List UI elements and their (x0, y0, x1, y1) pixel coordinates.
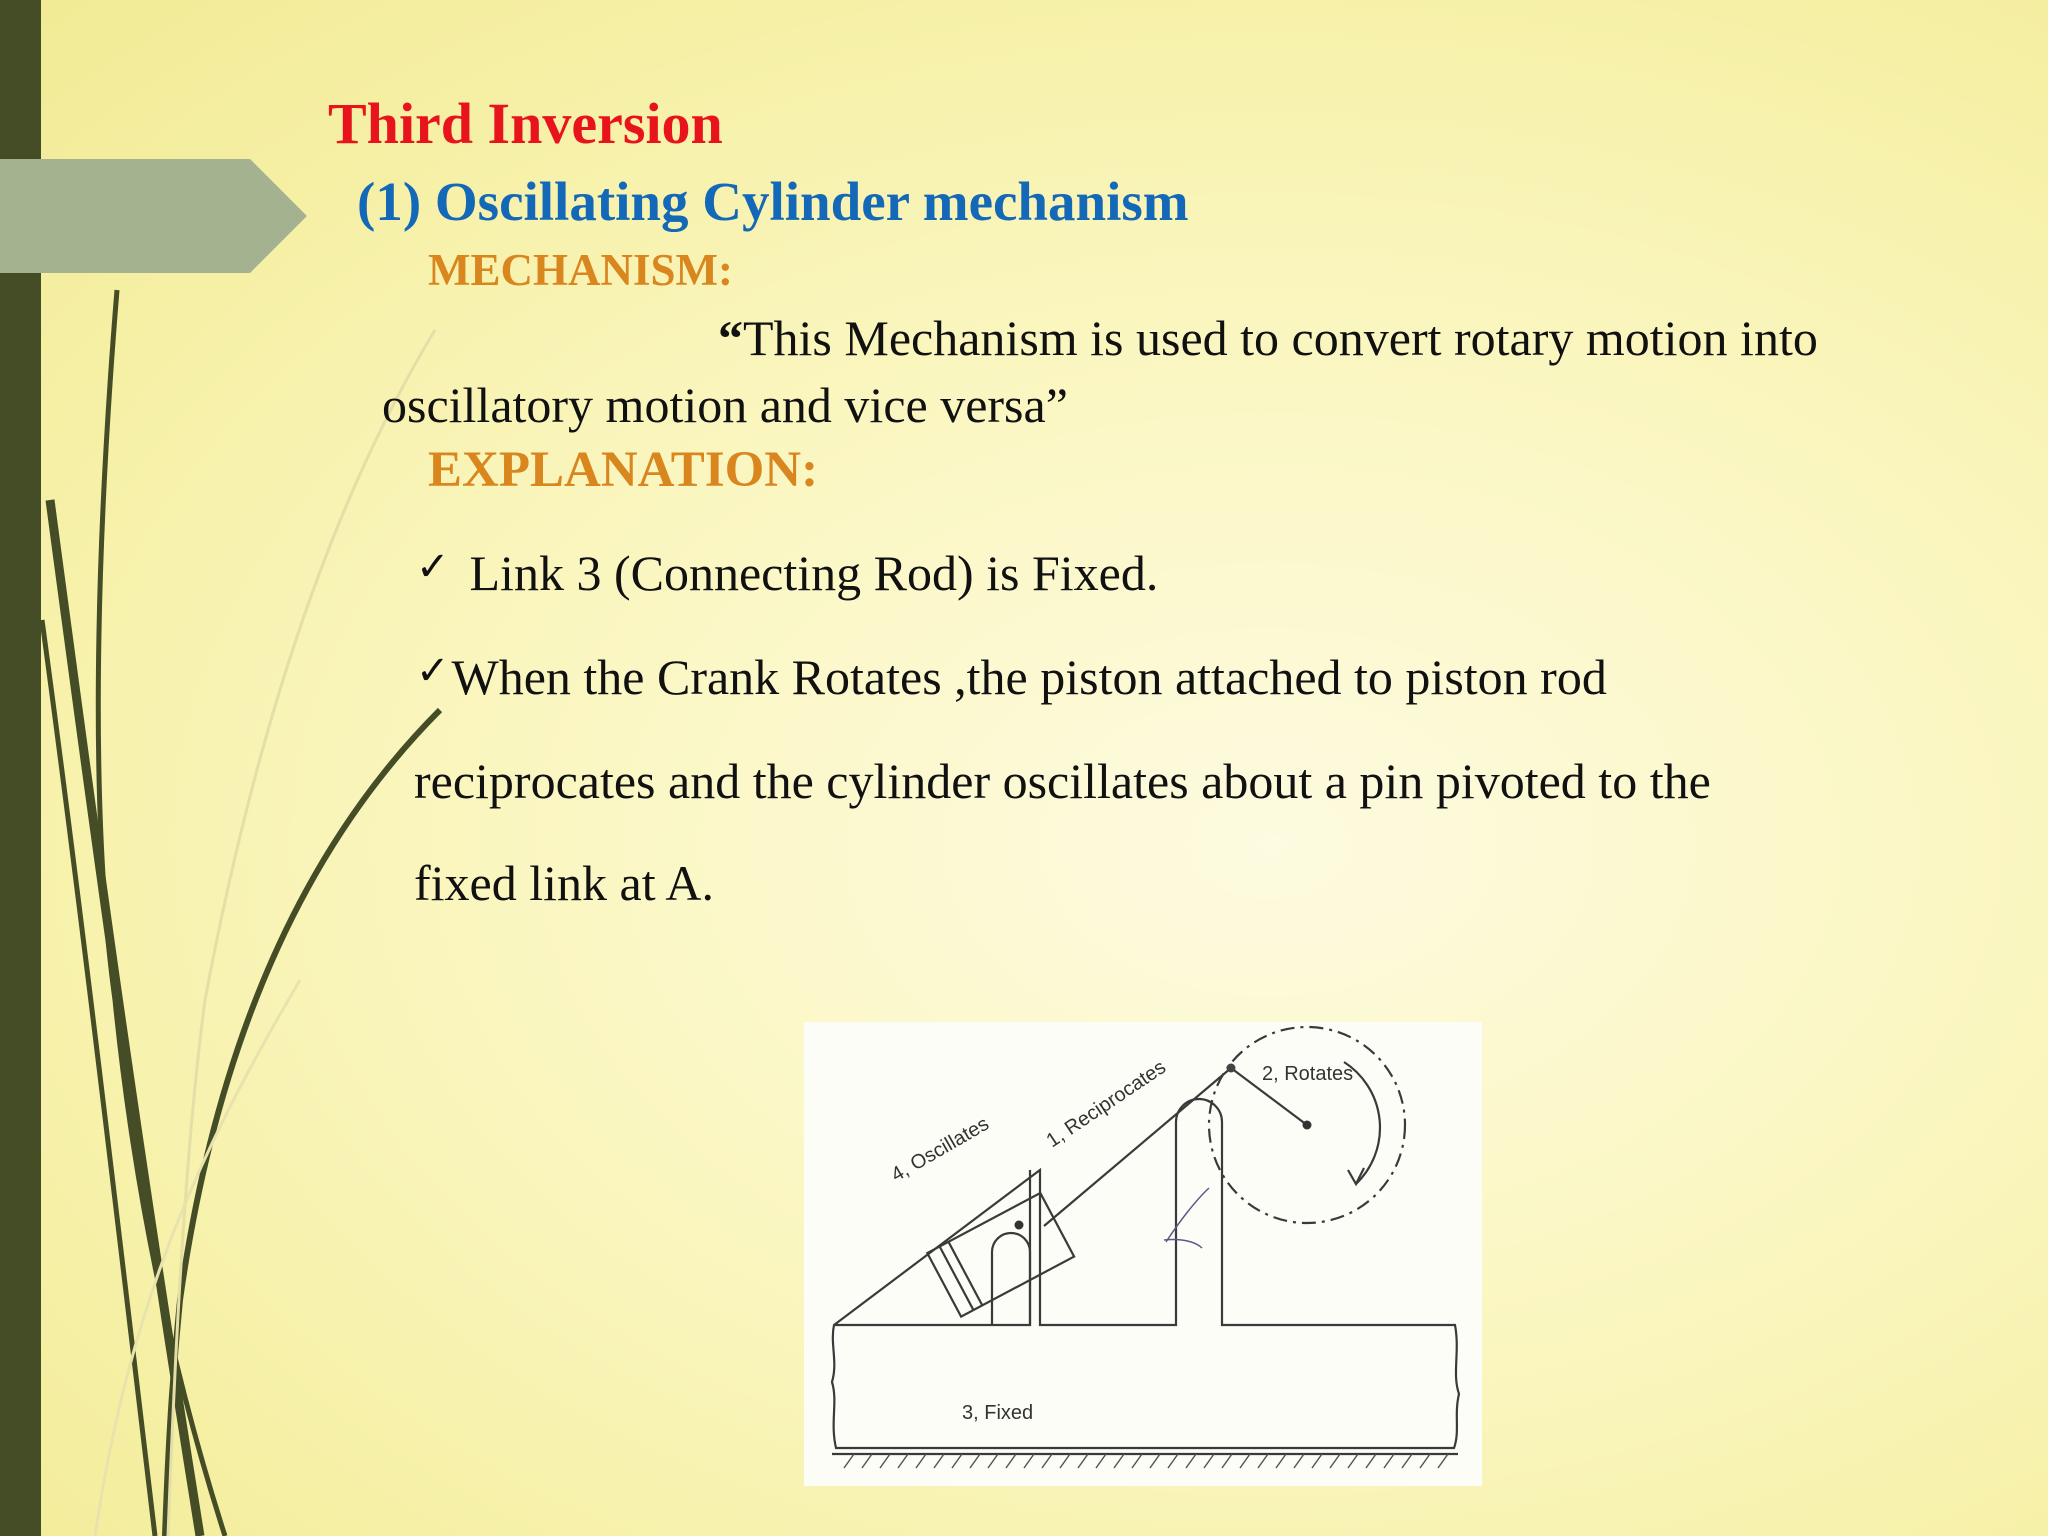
bullet-2-text-line-3: fixed link at A. (414, 855, 714, 911)
slide-subtitle: (1) Oscillating Cylinder mechanism (357, 171, 1189, 232)
quote-line-1 (718, 309, 1818, 367)
quote-line-2: oscillatory motion and vice versa” (382, 377, 1068, 433)
checkmark-icon: ✓ (416, 544, 450, 590)
slide-title: Third Inversion (328, 91, 723, 156)
crank-end-pin (1227, 1064, 1236, 1073)
quote-line-1-text: This Mechanism is used to convert rotary motion into (743, 310, 1818, 366)
bullet-1 (416, 544, 1158, 602)
label-reciprocates: 1, Reciprocates (1042, 1056, 1171, 1153)
label-oscillates: 4, Oscillates (887, 1112, 993, 1187)
cylinder-pin-pillar (992, 1233, 1030, 1325)
bullet-1-text: Link 3 (Connecting Rod) is Fixed. (469, 545, 1159, 601)
checkmark-icon: ✓ (416, 648, 450, 694)
bullet-2 (416, 648, 1607, 706)
open-quote-mark: “ (718, 310, 743, 366)
mechanism-heading: MECHANISM: (428, 245, 733, 295)
label-rotates: 2, Rotates (1262, 1063, 1354, 1085)
arrow-tab-decoration (0, 159, 307, 273)
oscillating-cylinder-diagram (804, 1022, 1482, 1486)
bullet-2-text-line-1: When the Crank Rotates ,the piston attached to piston rod (451, 649, 1607, 705)
cylinder-body (927, 1193, 1074, 1317)
bullet-2-text-line-2: reciprocates and the cylinder oscillates about a pin pivoted to the (414, 753, 1711, 809)
crank-center-pin (1303, 1121, 1312, 1130)
explanation-heading: EXPLANATION: (428, 442, 819, 498)
cylinder-pivot-pin (1015, 1221, 1024, 1230)
label-fixed: 3, Fixed (962, 1402, 1034, 1424)
